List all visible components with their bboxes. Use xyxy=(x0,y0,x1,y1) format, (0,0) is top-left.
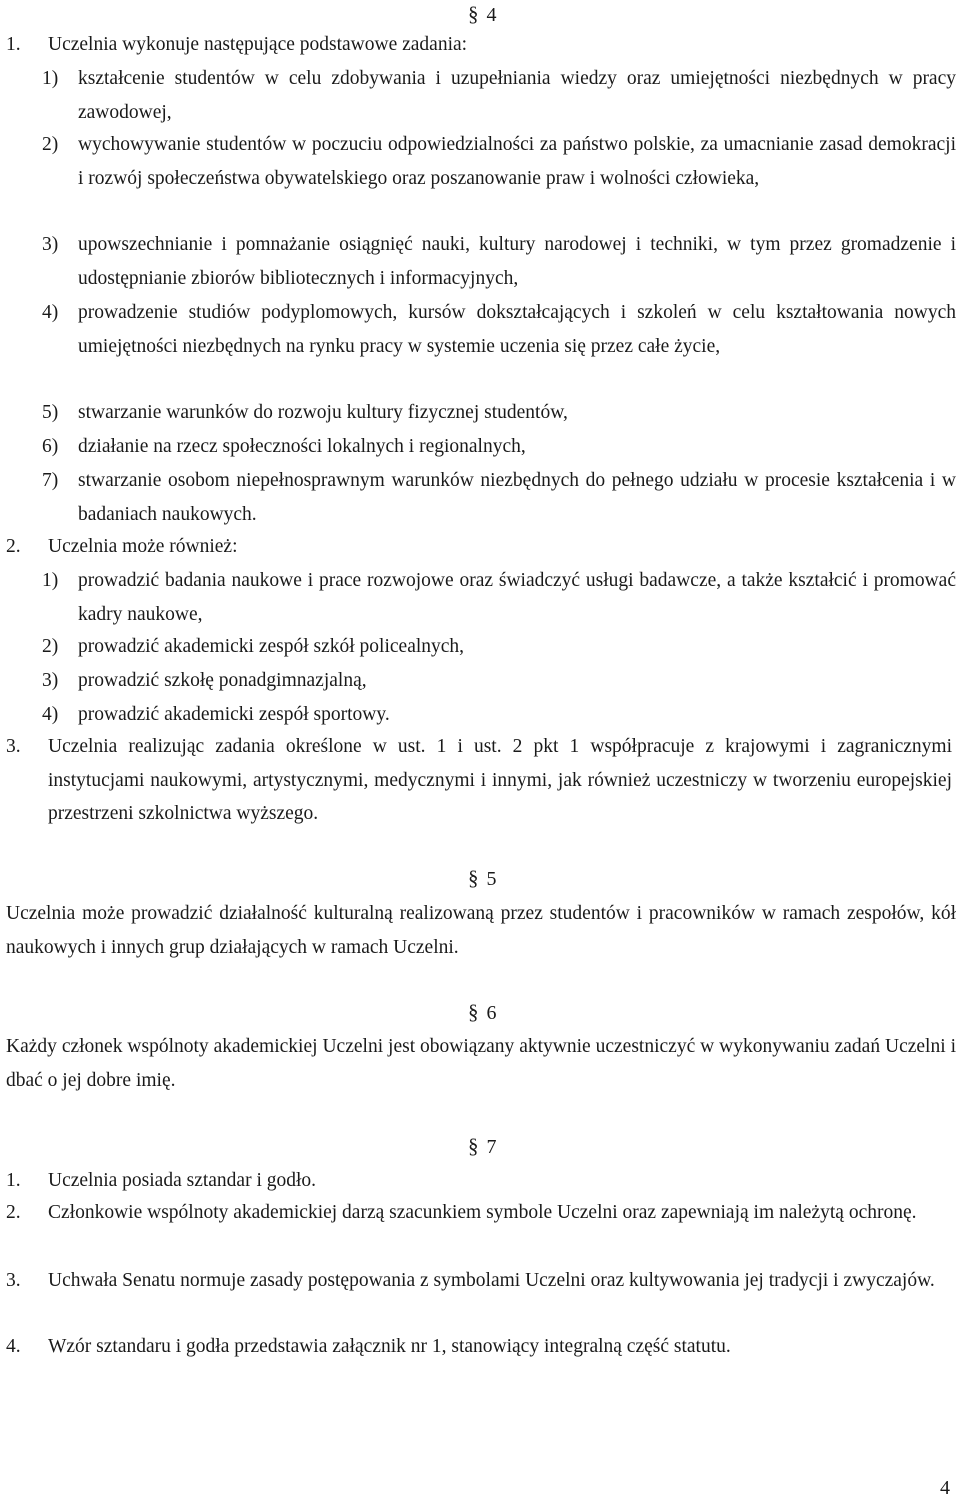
point-number: 3) xyxy=(42,670,59,691)
section-heading-4 xyxy=(468,2,528,27)
point-number: 5) xyxy=(42,402,59,423)
point-4 xyxy=(42,698,956,732)
section-heading-7 xyxy=(468,1134,528,1159)
point-text: upowszechnianie i pomnażanie osiągnięć nauki, kultury narodowej i techniki, w tym przez gromadzenie i udostępnianie zbiorów bibliotecznych i informacyjnych, xyxy=(78,234,956,289)
section-heading-5 xyxy=(468,866,528,891)
section-number: 7 xyxy=(486,1136,497,1158)
point-number: 7) xyxy=(42,470,59,491)
point-text: działanie na rzecz społeczności lokalnych i regionalnych, xyxy=(78,436,526,457)
clause-2 xyxy=(6,1196,952,1230)
clause-number: 1. xyxy=(6,1170,21,1191)
clause-1 xyxy=(6,1164,952,1198)
point-6 xyxy=(42,430,956,464)
clause-number: 1. xyxy=(6,34,21,55)
clause-text: Uczelnia wykonuje następujące podstawowe zadania: xyxy=(48,34,468,55)
clause-3 xyxy=(6,1264,952,1298)
point-text: prowadzić badania naukowe i prace rozwojowe oraz świadczyć usługi badawcze, a także kształcić i promować kadry naukowe, xyxy=(78,570,956,625)
section-5-text: Uczelnia może prowadzić działalność kulturalną realizowaną przez studentów i pracowników w ramach zespołów, kół naukowych i innych grup działających w ramach Uczelni. xyxy=(6,903,956,958)
point-text: prowadzić szkołę ponadgimnazjalną, xyxy=(78,670,367,691)
clause-number: 3. xyxy=(6,736,21,757)
clause-number: 2. xyxy=(6,1202,21,1223)
point-text: wychowywanie studentów w poczuciu odpowiedzialności za państwo polskie, za umacnianie zasad demokracji i rozwój społeczeństwa obywatelskiego oraz poszanowanie praw i wolności człowieka, xyxy=(78,134,956,189)
clause-text: Uczelnia posiada sztandar i godło. xyxy=(48,1170,317,1191)
section-number: 6 xyxy=(486,1002,497,1024)
page-number: 4 xyxy=(940,1477,950,1499)
point-number: 2) xyxy=(42,134,59,155)
clause-4 xyxy=(6,1330,952,1364)
section-number: 4 xyxy=(486,4,497,26)
section-sign: § xyxy=(468,1000,479,1024)
point-number: 4) xyxy=(42,302,59,323)
section-heading-6 xyxy=(468,1000,528,1025)
point-5 xyxy=(42,396,956,430)
point-1 xyxy=(42,62,956,129)
clause-2 xyxy=(6,530,952,564)
clause-3 xyxy=(6,730,952,831)
point-text: prowadzenie studiów podyplomowych, kursów dokształcających i szkoleń w celu kształtowania nowych umiejętności niezbędnych na rynku pracy w systemie uczenia się przez całe życie, xyxy=(78,302,956,357)
clause-1 xyxy=(6,28,952,62)
point-text: kształcenie studentów w celu zdobywania i uzupełniania wiedzy oraz umiejętności niezbędnych w pracy zawodowej, xyxy=(78,68,956,123)
clause-number: 4. xyxy=(6,1336,21,1357)
point-number: 3) xyxy=(42,234,59,255)
section-sign: § xyxy=(468,2,479,26)
point-number: 1) xyxy=(42,570,59,591)
clause-number: 2. xyxy=(6,536,21,557)
point-number: 2) xyxy=(42,636,59,657)
clause-text: Uchwała Senatu normuje zasady postępowania z symbolami Uczelni oraz kultywowania jej tradycji i zwyczajów. xyxy=(48,1270,935,1291)
point-number: 1) xyxy=(42,68,59,89)
point-1 xyxy=(42,564,956,631)
point-number: 6) xyxy=(42,436,59,457)
point-3 xyxy=(42,664,956,698)
point-2 xyxy=(42,630,956,664)
section-6-text: Każdy członek wspólnoty akademickiej Uczelni jest obowiązany aktywnie uczestniczyć w wykonywaniu zadań Uczelni i dbać o jej dobre imię. xyxy=(6,1036,956,1091)
point-text: stwarzanie warunków do rozwoju kultury fizycznej studentów, xyxy=(78,402,568,423)
point-text: stwarzanie osobom niepełnosprawnym warunków niezbędnych do pełnego udziału w procesie kształcenia i w badaniach naukowych. xyxy=(78,470,956,525)
clause-text: Członkowie wspólnoty akademickiej darzą szacunkiem symbole Uczelni oraz zapewniają im należytą ochronę. xyxy=(48,1202,917,1223)
clause-text: Uczelnia realizując zadania określone w ust. 1 i ust. 2 pkt 1 współpracuje z krajowymi i zagranicznymi instytucjami naukowymi, artystycznymi, medycznymi i innymi, jak również uczestniczy w tworzeniu europejskiej przestrzeni szkolnictwa wyższego. xyxy=(48,736,952,824)
point-3 xyxy=(42,228,956,295)
clause-text: Wzór sztandaru i godła przedstawia załącznik nr 1, stanowiący integralną część statutu. xyxy=(48,1336,731,1357)
point-4 xyxy=(42,296,956,363)
point-number: 4) xyxy=(42,704,59,725)
point-text: prowadzić akademicki zespół sportowy. xyxy=(78,704,390,725)
section-sign: § xyxy=(468,1134,479,1158)
point-2 xyxy=(42,128,956,195)
clause-number: 3. xyxy=(6,1270,21,1291)
point-7 xyxy=(42,464,956,531)
section-number: 5 xyxy=(486,868,497,890)
section-sign: § xyxy=(468,866,479,890)
point-text: prowadzić akademicki zespół szkół policealnych, xyxy=(78,636,465,657)
clause-text: Uczelnia może również: xyxy=(48,536,238,557)
